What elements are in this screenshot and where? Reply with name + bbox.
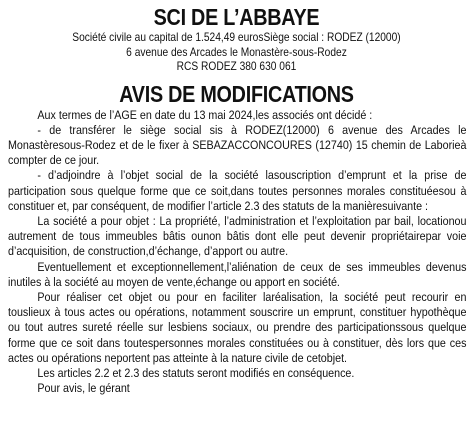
notice-body bbox=[8, 108, 466, 397]
paragraph-alienation: Eventuellement et exceptionnellement,l’aliénation de ceux de ses immeubles devenus inutiles à la société au moyen de vente,échange ou apport en société. bbox=[8, 259, 467, 289]
company-info bbox=[35, 31, 437, 75]
company-rcs-line: RCS RODEZ 380 630 061 bbox=[176, 60, 297, 73]
company-address-line: 6 avenue des Arcades le Monastère-sous-Rodez bbox=[126, 45, 347, 59]
paragraph-object: La société a pour objet : La propriété, l’administration et l’exploitation par bail, locationou autrement de tous immeubles bâtis ounon bâtis dont elle peut devenir propriétairepar voie d’acquisition, de construction,d’échange, d’apport ou autre. bbox=[8, 213, 467, 259]
company-capital-line: Société civile au capital de 1.524,49 eurosSiège social : RODEZ (12000) bbox=[72, 31, 401, 44]
company-name: SCI DE L’ABBAYE bbox=[153, 4, 320, 30]
paragraph-intro: Aux termes de l’AGE en date du 13 mai 2024,les associés ont décidé : bbox=[37, 107, 373, 122]
paragraph-articles: Les articles 2.2 et 2.3 des statuts seront modifiés en conséquence. bbox=[37, 365, 355, 380]
notice-heading: AVIS DE MODIFICATIONS bbox=[119, 80, 354, 107]
paragraph-transfer: - de transférer le siège social sis à RODEZ(12000) 6 avenue des Arcades le Monastèresous-Rodez et de le fixer à SEBAZACCONCOURES (12740) 15 chemin de Laborieà compter de ce jour. bbox=[8, 122, 467, 168]
paragraph-means: Pour réaliser cet objet ou pour en faciliter laréalisation, la société peut recourir en touslieux à tous actes ou opérations, notamment souscrire un emprunt, constituer hypothèque ou tout autres sureté réelle sur lesbiens sociaux, ou prendre des participationssous quelque forme que ce soit dans toutespersonnes morales constituées ou à constituer, dès lors que ces actes ou opérations neportent pas atteinte à la nature civile de cetobjet. bbox=[8, 289, 467, 365]
paragraph-signature: Pour avis, le gérant bbox=[37, 381, 130, 396]
paragraph-object-change: - d’adjoindre à l’objet social de la société lasouscription d’emprunt et la prise de participation sous quelque forme que ce soit,dans toutes personnes morales constituéesou à constituer et, par conséquent, de modifier l’article 2.3 des statuts de la manièresuivante : bbox=[8, 168, 467, 213]
